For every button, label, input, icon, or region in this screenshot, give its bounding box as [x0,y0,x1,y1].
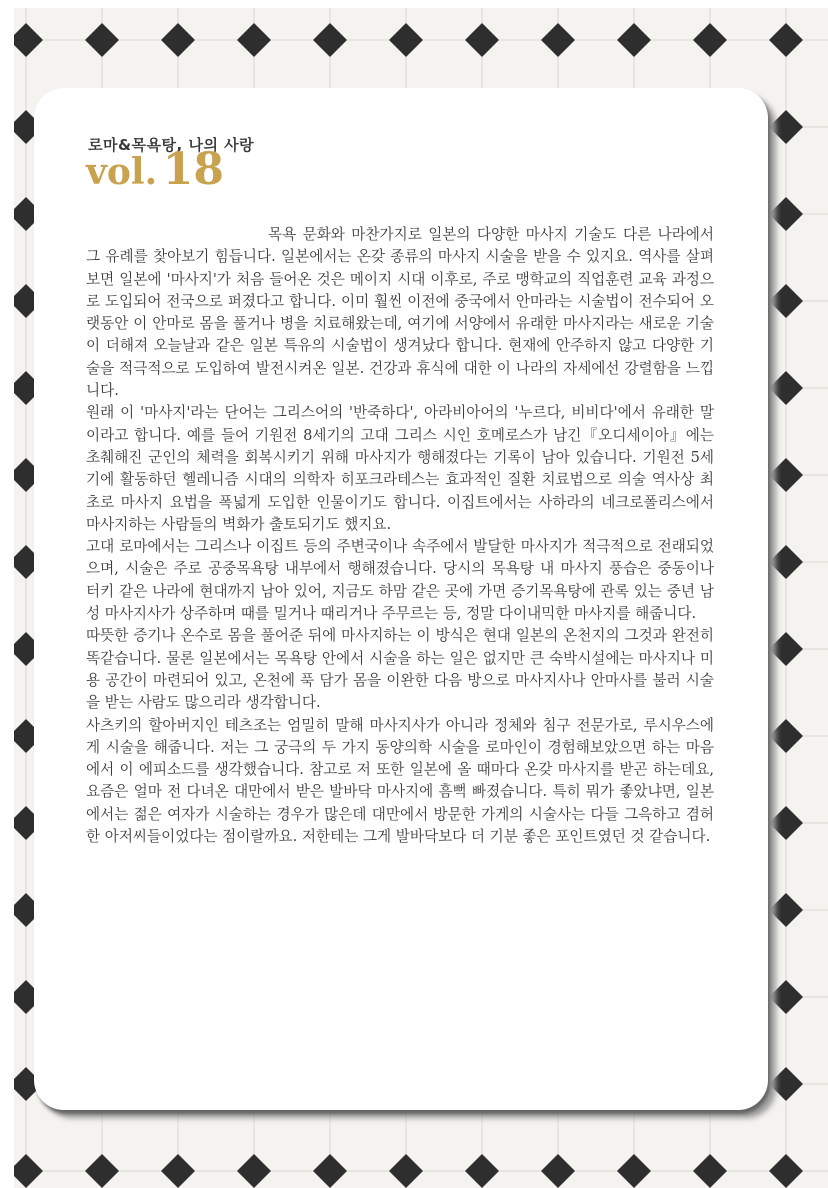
volume-label: vol. [86,151,158,193]
scan-edge-left [0,0,14,1188]
article-paragraph: 원래 이 '마사지'라는 단어는 그리스어의 '반죽하다', 아라비아어의 '누르다, 비비다'에서 유래한 말이라고 합니다. 예를 들어 기원전 8세기의 고대 그리스 시인 호메로스가 남긴『오디세이아』에는 초췌해진 군인의 체력을 회복시키기 위해 마사지가 행해졌다는 기록이 남아 있습니다. 기원전 5세기에 활동하던 헬레니즘 시대의 의학자 히포크라테스는 효과적인 질환 치료법으로 의술 역사상 최초로 마사지 요법을 폭넓게 도입한 인물이기도 합니다. 이집트에서는 사하라의 네크로폴리스에서 마사지하는 사람들의 벽화가 출토되기도 했지요. [86,404,714,533]
article-paragraph: 따뜻한 증기나 온수로 몸을 풀어준 뒤에 마사지하는 이 방식은 현대 일본의 온천지의 그것과 완전히 똑같습니다. 물론 일본에서는 목욕탕 안에서 시술을 하는 일은 없지만 큰 숙박시설에는 마사지나 미용 공간이 마련되어 있고, 온천에 푹 담가 몸을 이완한 다음 방으로 마사지사나 안마사를 불러 시술을 받는 사람도 많으리라 생각합니다. [86,627,714,712]
article-paragraph: 목욕 문화와 마찬가지로 일본의 다양한 마사지 기술도 다른 나라에서 그 유례를 찾아보기 힘듭니다. 일본에서는 온갖 종류의 마사지 시술을 받을 수 있지요. 역사를 살펴보면 일본에 '마사지'가 처음 들어온 것은 메이지 시대 이후로, 주로 맹학교의 직업훈련 교육 과정으로 도입되어 전국으로 퍼졌다고 합니다. 이미 훨씬 이전에 중국에서 안마라는 시술법이 전수되어 오랫동안 이 안마로 몸을 풀거나 병을 치료해왔는데, 여기에 서양에서 유래한 마사지라는 새로운 기술이 더해져 오늘날과 같은 일본 특유의 시술법이 생겨났다 합니다. 현재에 안주하지 않고 다양한 기술을 적극적으로 도입하여 발전시켜온 일본. 건강과 휴식에 대한 이 나라의 자세에선 강렬함을 느낍니다. [86,226,714,400]
article-paragraph: 사츠키의 할아버지인 테츠조는 엄밀히 말해 마사지사가 아니라 정체와 침구 전문가로, 루시우스에게 시술을 해줍니다. 저는 그 궁극의 두 가지 동양의학 시술을 로마인이 경험해보았으면 하는 마음에서 이 에피소드를 생각했습니다. 참고로 저 또한 일본에 올 때마다 온갖 마사지를 받곤 하는데요, 요즘은 얼마 전 다녀온 대만에서 받은 발바닥 마사지에 흠뻑 빠졌습니다. 특히 뭐가 좋았냐면, 일본에서는 젊은 여자가 시술하는 경우가 많은데 대만에서 방문한 가게의 시술사는 다들 그윽하고 겸허한 아저씨들이었다는 점이랄까요. 저한테는 그게 발바닥보다 더 기분 좋은 포인트였던 것 같습니다. [86,716,714,846]
article-body [86,224,714,848]
series-title: 로마&목욕탕, 나의 사랑 [88,136,255,154]
volume-number: 18 [162,144,224,195]
article-paragraph: 고대 로마에서는 그리스나 이집트 등의 주변국이나 속주에서 발달한 마사지가 적극적으로 전래되었으며, 시술은 주로 공중목욕탕 내부에서 행해졌습니다. 당시의 목욕탕 내 마사지 풍습은 중동이나 터키 같은 나라에 현대까지 남아 있어, 지금도 하맘 같은 곳에 가면 증기목욕탕에 관록 있는 중년 남성 마사지사가 상주하며 때를 밀거나 때리거나 주무르는 등, 정말 다이내믹한 마사지를 해줍니다. [86,538,714,623]
volume-heading [86,144,224,195]
scan-edge-top [0,0,828,8]
